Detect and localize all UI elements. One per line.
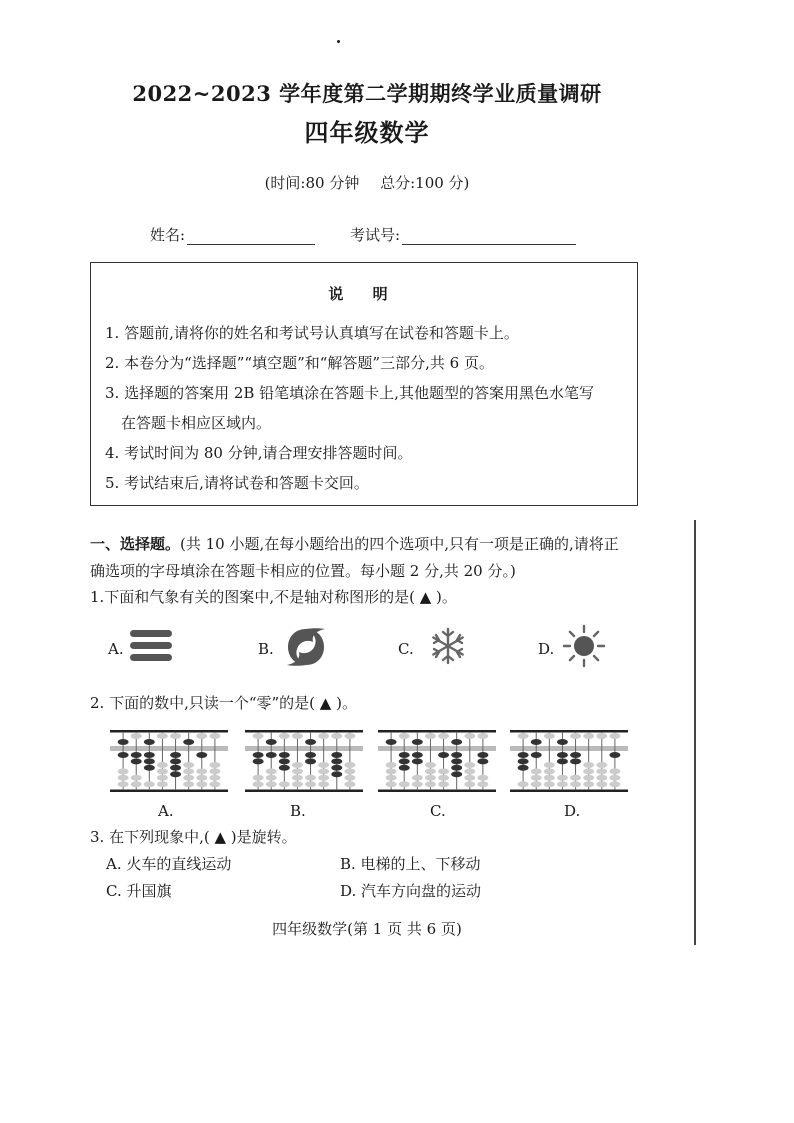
abacus-d <box>510 730 628 792</box>
name-blank[interactable] <box>187 230 315 245</box>
typhoon-icon <box>283 625 329 669</box>
score-info: 总分:100 分) <box>380 174 470 192</box>
q2-option-a-label: A. <box>158 802 174 820</box>
time-info: (时间:80 分钟 <box>264 174 360 192</box>
q1-option-c-label: C. <box>398 640 414 658</box>
abacus-b <box>245 730 363 792</box>
instruction-item: 5. 考试结束后,请将试卷和答题卡交回。 <box>105 474 369 492</box>
section-heading <box>90 533 619 554</box>
instruction-item: 1. 答题前,请将你的姓名和考试号认真填写在试卷和答题卡上。 <box>105 324 519 342</box>
exam-number-blank[interactable] <box>402 230 576 245</box>
instruction-item: 在答题卡相应区域内。 <box>121 414 272 432</box>
abacus-a <box>110 730 228 792</box>
abacus-c <box>378 730 496 792</box>
section-description-cont: 确选项的字母填涂在答题卡相应的位置。每小题 2 分,共 20 分。) <box>90 562 516 580</box>
exam-number-label: 考试号: <box>350 226 401 244</box>
exam-number-field <box>350 224 576 245</box>
section-title: 一、选择题。 <box>90 535 181 553</box>
q2-option-d-label: D. <box>564 802 581 820</box>
question-2: 2. 下面的数中,只读一个“零”的是( ▲ )。 <box>90 694 357 712</box>
q3-option-d: D. 汽车方向盘的运动 <box>340 882 482 900</box>
top-dot <box>337 40 340 43</box>
exam-subject: 四年级数学 <box>304 118 430 147</box>
page-footer: 四年级数学(第 1 页 共 6 页) <box>272 920 462 938</box>
instruction-item: 3. 选择题的答案用 2B 铅笔填涂在答题卡上,其他题型的答案用黑色水笔写 <box>105 384 594 402</box>
instruction-item: 4. 考试时间为 80 分钟,请合理安排答题时间。 <box>105 444 413 462</box>
name-field <box>150 224 315 245</box>
q1-option-d-label: D. <box>538 640 555 658</box>
q3-option-c: C. 升国旗 <box>106 882 172 900</box>
right-margin-line <box>694 520 696 945</box>
fog-lines-icon <box>128 628 174 664</box>
q3-option-a: A. 火车的直线运动 <box>106 855 232 873</box>
question-1: 1.下面和气象有关的图案中,不是轴对称图形的是( ▲ )。 <box>90 588 457 606</box>
q2-option-b-label: B. <box>290 802 306 820</box>
q3-option-b: B. 电梯的上、下移动 <box>340 855 481 873</box>
instructions-title: 说 明 <box>328 285 400 303</box>
section-description: (共 10 小题,在每小题给出的四个选项中,只有一项是正确的,请将正 <box>180 535 619 553</box>
question-3: 3. 在下列现象中,( ▲ )是旋转。 <box>90 828 297 846</box>
q1-option-a-label: A. <box>108 640 124 658</box>
time-score-info <box>0 172 734 193</box>
name-label: 姓名: <box>150 226 186 244</box>
sun-icon <box>562 624 606 668</box>
instruction-item: 2. 本卷分为“选择题”“填空题”和“解答题”三部分,共 6 页。 <box>105 354 494 372</box>
q1-option-b-label: B. <box>258 640 274 658</box>
q2-option-c-label: C. <box>430 802 446 820</box>
snowflake-icon <box>428 626 468 666</box>
instructions-box <box>90 262 638 506</box>
exam-title: 2022~2023 学年度第二学期期终学业质量调研 <box>132 81 602 106</box>
